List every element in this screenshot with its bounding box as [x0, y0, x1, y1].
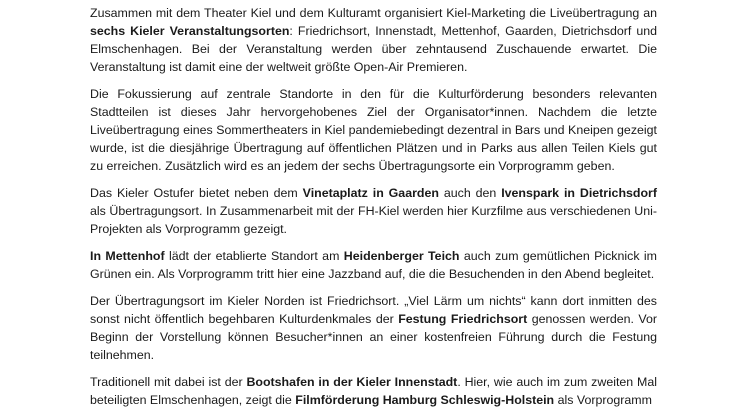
text-segment: : Friedrichsort, Innenstadt, Mettenhof, Gaarden, Dietrichsdorf und Elmschenhagen. Bei der Veranstaltung werden über zehntausend Zuschauende erwartet. Die Veranstaltung ist damit eine der weltweit größte Open-Air Premieren.	[90, 24, 657, 74]
bold-segment: Bootshafen in der Kieler Innenstadt	[246, 375, 458, 389]
text-segment: Die Fokussierung auf zentrale Standorte in den für die Kulturförderung besonders relevanten Stadtteilen ist dieses Jahr hervorgehobenes Ziel der Organisator*innen. Nachdem die letzte Liveübertragung eines Sommertheaters in Kiel pandemiebedingt dezentral in Bars und Kneipen gezeigt wurde, ist die diesjährige Übertragung auf öffentlichen Plätzen und in Parks aus allen Teilen Kiels gut zu erreichen. Zusätzlich wird es an jedem der sechs Übertragungsorte ein Vorprogramm geben.	[90, 87, 657, 173]
text-segment: auch zum gemütlichen Picknick im Grünen ein. Als Vorprogramm tritt hier eine Jazzband auf, die die Besuchenden in den Abend begleitet.	[90, 249, 657, 281]
bold-segment: In Mettenhof	[90, 249, 165, 263]
text-segment: Zusammen mit dem Theater Kiel und dem Kulturamt organisiert Kiel-Marketing die Liveübertragung an	[90, 6, 657, 20]
bold-segment: sechs Kieler Veranstaltungsorten	[90, 24, 290, 38]
paragraph-friedrichsort	[90, 292, 657, 364]
paragraph-ostufer	[90, 184, 657, 238]
paragraph-focus	[90, 85, 657, 175]
text-segment: auch den	[438, 186, 502, 200]
bold-segment: Filmförderung Hamburg Schleswig-Holstein	[295, 393, 555, 407]
text-segment: . Hier, wie auch im zum zweiten Mal beteiligten Elmschenhagen, zeigt die	[90, 375, 657, 407]
bold-segment: Festung Friedrichsort	[398, 312, 528, 326]
text-segment: lädt der etablierte Standort am	[164, 249, 344, 263]
text-segment: Traditionell mit dabei ist der	[90, 375, 247, 389]
bold-segment: Vinetaplatz in Gaarden	[302, 186, 439, 200]
text-segment: als Vorprogramm	[554, 393, 652, 407]
text-segment: genossen werden. Vor Beginn der Vorstellung können Besucher*innen an einer kostenfreien Führung durch die Festung teilnehmen.	[90, 312, 658, 362]
article-body	[90, 4, 657, 418]
paragraph-innenstadt	[90, 373, 657, 409]
text-segment: als Übertragungsort. In Zusammenarbeit mit der FH-Kiel werden hier Kurzfilme aus verschiedenen Uni-Projekten als Vorprogramm gezeigt.	[90, 204, 657, 236]
paragraph-intro	[90, 4, 657, 76]
bold-segment: Ivenspark in Dietrichsdorf	[501, 186, 657, 200]
text-segment: Das Kieler Ostufer bietet neben dem	[90, 186, 303, 200]
bold-segment: Heidenberger Teich	[343, 249, 460, 263]
text-segment: Der Übertragungsort im Kieler Norden ist Friedrichsort. „Viel Lärm um nichts“ kann dort inmitten des sonst nicht öffentlich begehbaren Kulturdenkmales der	[90, 294, 657, 326]
paragraph-mettenhof	[90, 247, 657, 283]
